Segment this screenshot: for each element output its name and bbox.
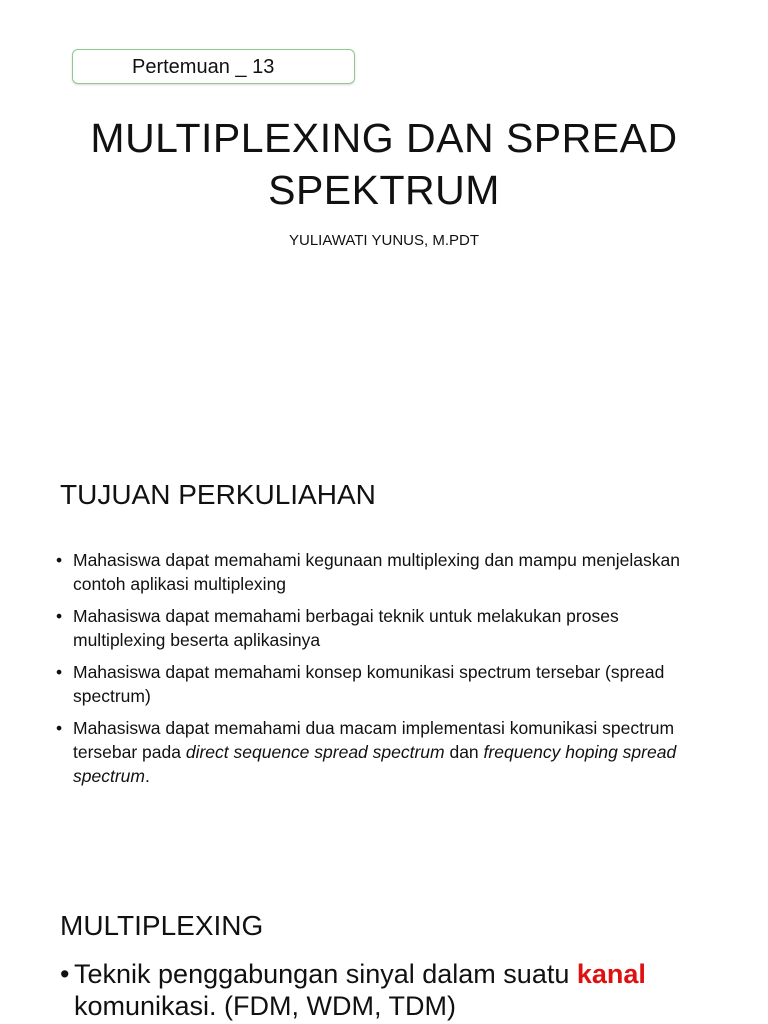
main-title-line-1: MULTIPLEXING DAN SPREAD xyxy=(90,115,678,161)
objective-item-1 xyxy=(56,548,706,596)
objective-text: Mahasiswa dapat memahami kegunaan multiplexing dan mampu menjelaskan contoh aplikasi multiplexing xyxy=(73,550,680,594)
bullet-icon: • xyxy=(56,718,63,738)
definition-text: Teknik penggabungan sinyal dalam suatu xyxy=(74,959,577,989)
author-name: YULIAWATI YUNUS, M.PDT xyxy=(288,232,480,249)
bullet-icon: • xyxy=(56,606,63,626)
definition-text: komunikasi. (FDM, WDM, TDM) xyxy=(74,991,456,1021)
bullet-icon: • xyxy=(56,550,63,570)
bullet-icon: • xyxy=(56,662,63,682)
multiplexing-definition xyxy=(60,958,754,1022)
session-badge-label: Pertemuan _ 13 xyxy=(132,56,275,78)
objective-item-2 xyxy=(56,604,706,652)
highlight-term: kanal xyxy=(576,959,646,989)
multiplexing-title: MULTIPLEXING xyxy=(60,910,264,941)
objective-text: . xyxy=(144,766,150,786)
objective-text: Mahasiswa dapat memahami konsep komunikasi spectrum tersebar (spread spectrum) xyxy=(73,662,665,706)
objective-italic-term: frequency hoping spread spectrum xyxy=(73,742,677,786)
objective-item-3 xyxy=(56,660,706,708)
objectives-list xyxy=(56,548,706,796)
objective-item-4 xyxy=(56,716,706,788)
objective-text: Mahasiswa dapat memahami berbagai teknik untuk melakukan proses multiplexing beserta aplikasinya xyxy=(73,606,619,650)
objective-text: Mahasiswa dapat memahami dua macam implementasi komunikasi spectrum tersebar pada xyxy=(73,718,675,762)
session-badge xyxy=(72,49,355,84)
title-slide xyxy=(0,0,768,440)
main-title xyxy=(0,112,768,216)
objectives-title: TUJUAN PERKULIAHAN xyxy=(60,479,376,510)
objective-text: dan xyxy=(444,742,484,762)
multiplexing-slide xyxy=(0,880,768,1024)
bullet-icon: • xyxy=(60,959,70,989)
main-title-line-2: SPEKTRUM xyxy=(268,167,500,213)
objectives-slide xyxy=(0,445,768,875)
objective-italic-term: direct sequence spread spectrum xyxy=(185,742,445,762)
